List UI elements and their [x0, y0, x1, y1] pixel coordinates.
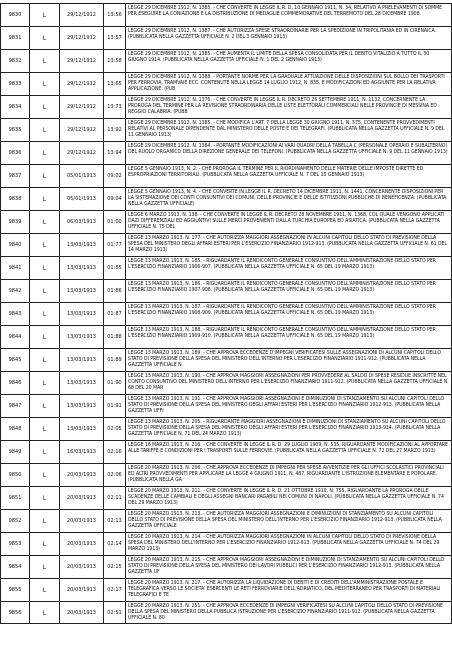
table-row	[0, 417, 452, 440]
record-type: L	[42, 241, 47, 249]
record-type: L	[42, 103, 47, 111]
record-date: 20/03/1913	[66, 587, 96, 593]
record-code-cell	[104, 27, 126, 49]
record-date: 20/03/1913	[66, 541, 96, 547]
record-code: 02:06	[107, 472, 122, 478]
record-date-cell	[60, 96, 104, 118]
record-description: LEGGE 29 DICEMBRE 1912, N. 1384. - PORTANTE MODIFICAZIONI AI VARI QUADRI DELLA TABELLA C (PERSONALE OPERAIO E SUBALTERNO) DEL RUOLO ORGANICO DELLA DIREZIONE GENERALE DEI TELEFONI. (PUBBLICATA NELLA GAZZETTA UFFICIALE N. 9 DEL 11 GENNAIO 1913)	[128, 143, 448, 155]
record-type-cell	[30, 533, 60, 555]
record-date-cell	[60, 27, 104, 49]
table-row	[0, 371, 452, 394]
record-number-cell	[0, 165, 30, 187]
record-number-cell	[0, 372, 30, 394]
record-date-cell	[60, 73, 104, 95]
record-type: L	[42, 11, 47, 19]
record-number: 9832	[8, 58, 22, 64]
record-code: 02:16	[107, 449, 122, 455]
record-description: LEGGE 13 MARZO 1913, N. 190. - CHE APPROVA MAGGIORI ASSEGNAZIONI PER PROVVEDERE AL SALDO DI SPESE RESIDUE INSCRITTE NEL CONTO CONSUNTIVO DEL MINISTERO DELL'INTERNO PER L'ESERCIZIO FINANZIARIO 1911-912. (PUBBLICATA NELLA GAZZETTA UFFICIALE N. 68 DEL 20 MAR	[128, 373, 449, 391]
record-number: 9837	[8, 173, 22, 179]
record-date-cell	[60, 211, 104, 233]
record-date-cell	[60, 487, 104, 509]
record-number: 9845	[8, 357, 22, 363]
record-date: 20/03/1913	[66, 518, 96, 524]
record-code-cell	[104, 556, 126, 578]
record-date-cell	[60, 418, 104, 440]
record-type: L	[42, 333, 47, 341]
record-number: 9841	[8, 265, 22, 271]
record-type: L	[42, 471, 47, 479]
record-number: 9838	[8, 196, 22, 202]
record-date-cell	[60, 510, 104, 532]
record-code: 01:89	[107, 357, 122, 363]
record-number-cell	[0, 602, 30, 623]
record-description: LEGGE 29 DICEMBRE 1912, N. 1385. - CHE MODIFICA L'ART. 7 DELLA LEGGE 30 GIUGNO 1911, N. 575, CONTENENTE PROVVEDIMENTI RELATIVI AL PERSONALE DIPENDENTE DAL MINISTERO DELLE POSTE E DEI TELEGRAFI. (PUBBLICATA NELLA GAZZETTA UFFICIALE N. 9 DEL 11 GENNAIO 1913)	[128, 120, 445, 138]
record-type: L	[42, 287, 47, 295]
record-number-cell	[0, 280, 30, 302]
record-code-cell	[104, 303, 126, 325]
record-date: 13/03/1913	[66, 380, 96, 386]
record-code: 01:90	[107, 380, 122, 386]
record-number-cell	[0, 303, 30, 325]
record-code-cell	[104, 50, 126, 72]
record-date-cell	[60, 556, 104, 578]
record-date: 13/03/1913	[66, 334, 96, 340]
record-type: L	[42, 563, 47, 571]
table-row	[0, 95, 452, 118]
record-number-cell	[0, 395, 30, 417]
record-code-cell	[104, 188, 126, 210]
record-number-cell	[0, 464, 30, 486]
record-number-cell	[0, 441, 30, 463]
table-row	[0, 49, 452, 72]
record-type: L	[42, 402, 47, 410]
record-date-cell	[60, 234, 104, 256]
record-description-cell	[126, 96, 452, 118]
record-description-cell	[126, 556, 452, 578]
record-description: LEGGE 20 MARZO 1913, N. 213. - CHE AUTORIZZA MAGGIORI ASSEGNAZIONI E DIMINUZIONI DI STANZIAMENTO SU ALCUNI CAPITOLI DELLO STATO DI PREVISIONE DELLA SPESA DEL MINISTERO DELL'INTERNO PER L'ESERCIZIO FINANZIARIO 1912-913. (PUBBLICATA NELLA GAZZETTA UFFICIALE	[128, 511, 442, 529]
table-row	[0, 532, 452, 555]
record-date-cell	[60, 349, 104, 371]
record-date: 20/03/1913	[66, 609, 96, 616]
record-code-cell	[104, 602, 126, 623]
record-code: 13:73	[107, 104, 122, 110]
record-code: 13:65	[107, 81, 122, 87]
record-type: L	[42, 517, 47, 525]
record-description-cell	[126, 372, 452, 394]
record-number-cell	[0, 533, 30, 555]
record-date-cell	[60, 602, 104, 623]
record-code-cell	[104, 533, 126, 555]
record-description: LEGGE 29 DICEMBRE 1912, N. 1385. - CHE AUMENTA IL LIMITE DELLA SPESA CONSOLIDATA PER IL DEBITO VITALIZIO A TUTTO IL 30 GIUGNO 1914. (PUBBLICATA NELLA GAZZETTA UFFICIALE N. 1 DEL 2 GENNAIO 1913)	[128, 51, 430, 63]
record-date: 13/03/1913	[66, 288, 96, 294]
record-number-cell	[0, 211, 30, 233]
record-date-cell	[60, 280, 104, 302]
record-date: 29/12/1912	[66, 58, 96, 64]
record-number-cell	[0, 234, 30, 256]
record-description: LEGGE 29 DICEMBRE 1912, N. 1387. - CHE AUTORIZZA SPESE STRAORDINARIE PER LA SPEDIZIONE IN TRIPOLITANIA ED IN CIRENAICA. (PUBBLICATA NELLA GAZZETTA UFFICIALE N. 2 DEL 3 GENNAIO 1913)	[128, 28, 437, 40]
record-description-cell	[126, 579, 452, 601]
record-description-cell	[126, 395, 452, 417]
record-date: 29/12/1912	[66, 12, 96, 18]
record-code-cell	[104, 510, 126, 532]
record-date: 29/12/1912	[66, 35, 96, 41]
record-date: 16/03/1913	[66, 449, 96, 455]
record-description-cell	[126, 234, 452, 256]
record-code: 13:58	[107, 58, 122, 64]
record-number-cell	[0, 579, 30, 601]
record-code-cell	[104, 464, 126, 486]
record-description-cell	[126, 349, 452, 371]
record-description-cell	[126, 119, 452, 141]
record-description: LEGGE 13 MARZO 1913, N. 187. - RIGUARDANTE IL RENDICONTO GENERALE CONSUNTIVO DELL'AMMINISTRAZIONE DELLO STATO PER L'ESERCIZIO FINANZIARIO 1908-909. (PUBBLICATA NELLA GAZZETTA UFFICIALE N. 65 DEL 19 MARZO 1913)	[128, 304, 436, 316]
record-code-cell	[104, 349, 126, 371]
record-description: LEGGE 20 MARZO 1913, N. 214. - CHE AUTORIZZA MAGGIORI ASSEGNAZIONI IN ALCUNI CAPITOLI DELLO STATO DI PREVISIONE DELLA SPESA DEL MINISTERO DELL'INTERNO PER L'ESERCIZIO FINANZIARIO 1912-913. (PUBBLICATA NELLA GAZZETTA UFFICIALE N. 74 DEL 29 MARZO 1913)	[128, 534, 440, 552]
record-code: 02:05	[107, 426, 122, 432]
record-description-cell	[126, 326, 452, 348]
table-row	[0, 394, 452, 417]
record-code: 13:57	[107, 35, 122, 41]
record-type-cell	[30, 211, 60, 233]
record-code: 02:11	[107, 495, 122, 501]
record-number-cell	[0, 4, 30, 26]
record-date: 13/03/1913	[66, 311, 96, 317]
record-type-cell	[30, 372, 60, 394]
record-type: L	[42, 310, 47, 318]
record-description: LEGGE 5 GENNAIO 1913, N. 4. - CHE CONVERTE IN LEGGE IL R. DECRETO 14 DICEMBRE 1911, N. 1441, CONCERNENTE DISPOSIZIONI PER LA SISTEMAZIONE DEI CONTI CONSUNTIVI DEI COMUNI, DELLE PROVINCIE E DELLE ISTITUZIONI PUBBLICHE DI BENEFICENZA. (PUBBLICATA NELLA GAZZETTA UFFICIALE)	[128, 189, 447, 207]
record-description-cell	[126, 50, 452, 72]
record-number: 9844	[8, 334, 22, 340]
record-type-cell	[30, 395, 60, 417]
record-number: 9834	[8, 104, 22, 110]
record-number: 9853	[8, 541, 22, 547]
table-row	[0, 555, 452, 578]
record-date-cell	[60, 395, 104, 417]
record-description-cell	[126, 418, 452, 440]
record-code: 01:00	[107, 219, 122, 225]
record-code: 01:87	[107, 311, 122, 317]
record-description: LEGGE 13 MARZO 1913, N. 188. - RIGUARDANTE IL RENDICONTO GENERALE CONSUNTIVO DELL'AMMINISTRAZIONE DELLO STATO PER L'ESERCIZIO FINANZIARIO 1909-910. (PUBBLICATA NELLA GAZZETTA UFFICIALE N. 65 DEL 19 MARZO 1913)	[128, 327, 436, 339]
record-code-cell	[104, 96, 126, 118]
record-code-cell	[104, 280, 126, 302]
record-type: L	[42, 586, 47, 594]
record-number-cell	[0, 510, 30, 532]
record-code: 02:51	[107, 609, 122, 616]
record-type-cell	[30, 280, 60, 302]
record-date: 13/03/1913	[66, 403, 96, 409]
record-description: LEGGE 6 MARZO 1913, N. 138. - CHE CONVERTE IN LEGGE IL R. DECRETO 28 NOVEMBRE 1911, N. 1368, COL QUALE VENGONO APPLICATI DAZI DIFFERENZIALI ED AGGIUNTIVI SULLE MERCI PROVENIENTI DALLA TURCHIA EUROPEA ED ASIATICA. (PUBBLICATA NELLA GAZZETTA UFFICIALE N. 75 DEL	[128, 212, 445, 230]
record-description-cell	[126, 441, 452, 463]
record-description-cell	[126, 257, 452, 279]
record-description: LEGGE 13 MARZO 1913, N. 186. - RIGUARDANTE IL RENDICONTO GENERALE CONSUNTIVO DELL'AMMINISTRAZIONE DELLO STATO PER L'ESERCIZIO FINANZIARIO 1907-908. (PUBBLICATA NELLA GAZZETTA UFFICIALE N. 65 DEL 19 MARZO 1913)	[128, 281, 436, 293]
record-type: L	[42, 172, 47, 180]
record-code: 09:04	[107, 196, 122, 202]
record-number: 9840	[8, 242, 22, 248]
record-description: LEGGE 29 DICEMBRE 1912, N. 1376. - CHE CONVERTE IN LEGGE IL R. DECRETO 26 SETTEMBRE 1911, N. 1132, CONCERNENTE LA PROROGA DEL TERMINE PER LA REVISIONE STRAORDINARIA DELLE LISTE ELETTORALI COMMERCIALI NELLE PROVINCIE DI MESSINA ED REGGIO CALABRIA. (PUBB	[128, 97, 437, 115]
record-date: 20/03/1913	[66, 564, 96, 570]
record-date-cell	[60, 50, 104, 72]
record-code: 02:13	[107, 518, 122, 524]
record-date-cell	[60, 464, 104, 486]
record-number-cell	[0, 556, 30, 578]
table-row	[0, 578, 452, 601]
record-description: LEGGE 13 MARZO 1913, N. 177. - CHE AUTORIZZA MAGGIORI ASSEGNAZIONI IN ALCUNI CAPITOLI DELLO STATO DI PREVISIONE DELLA SPESA DEL MINISTERO DEGLI AFFARI ESTERI PER L'ESERCIZIO FINANZIARIO 1912-913. (PUBBLICATA NELLA GAZZETTA UFFICIALE N. 61 DEL 14 MARZO 1913)	[128, 235, 447, 253]
record-number: 9843	[8, 311, 22, 317]
record-number-cell	[0, 257, 30, 279]
record-type-cell	[30, 326, 60, 348]
record-description: LEGGE 20 MARZO 1913, N. 206. - CHE APPROVA ECCEDENZE DI IMPEGNI PER SPESE AVVENTIZIE PER GLI UFFICI SCOLASTICI PROVINCIALI ED ALTRI PROVVEDIMENTI PER APPLICARE LA LEGGE 4 GIUGNO 1911, N. 487, RIGUARDANTE L'ISTRUZIONE ELEMENTARE E POPOLARE. (PUBBLICATA NELLA GA	[128, 465, 444, 483]
record-number: 9846	[8, 380, 22, 386]
record-code: 01:91	[107, 403, 122, 409]
record-description: LEGGE 13 MARZO 1913, N. 191. - CHE APPROVA MAGGIORI ASSEGNAZIONI E DIMINUZIONI DI STANZIAMENTO SU ALCUNI CAPITOLI DELLO STATO DI PREVISIONE DELLA SPESA DEL MINISTERO DEGLI AFFARI ESTERI PER L'ESERCIZIO FINANZIARIO 1912-913. (PUBBLICATA NELLA GAZZETTA UFFI	[128, 396, 445, 414]
record-code-cell	[104, 326, 126, 348]
record-description: LEGGE 20 MARZO 1913, N. 211. - CHE CONVERTE IN LEGGE IL R. D. 21 OTTOBRE 1910, N. 755, RIGUARDANTE LA PROROGA DELLE SCADENZE DELLE CAMBIALI E DEGLI ASSEGNI BANCARI PAGABILI NEI COMUNI DI NAPOLI. (PUBBLICATA NELLA GAZZETTA UFFICIALE N. 74 DEL 29 MARZO 1913)	[128, 488, 444, 506]
record-type-cell	[30, 579, 60, 601]
record-date: 06/03/1913	[66, 219, 96, 225]
table-row	[0, 486, 452, 509]
record-date: 29/12/1912	[66, 150, 96, 156]
record-code-cell	[104, 487, 126, 509]
record-code: 01:88	[107, 334, 122, 340]
record-code: 01:86	[107, 288, 122, 294]
record-code: 13:94	[107, 150, 122, 156]
table-row	[0, 279, 452, 302]
record-date-cell	[60, 372, 104, 394]
record-number-cell	[0, 50, 30, 72]
record-date: 20/03/1913	[66, 472, 96, 478]
record-code-cell	[104, 441, 126, 463]
record-type: L	[42, 80, 47, 88]
record-code-cell	[104, 73, 126, 95]
record-description-cell	[126, 510, 452, 532]
record-description-cell	[126, 487, 452, 509]
record-number: 9831	[8, 35, 22, 41]
record-description-cell	[126, 602, 452, 623]
record-description-cell	[126, 464, 452, 486]
record-date: 13/03/1913	[66, 357, 96, 363]
record-type: L	[42, 149, 47, 157]
record-type: L	[42, 195, 47, 203]
record-number: 9830	[8, 12, 22, 18]
record-number: 9855	[8, 587, 22, 593]
record-type: L	[42, 126, 47, 134]
record-number: 9839	[8, 219, 22, 225]
record-type-cell	[30, 441, 60, 463]
table-row	[0, 463, 452, 486]
table-row	[0, 601, 452, 624]
record-number-cell	[0, 418, 30, 440]
record-description-cell	[126, 4, 452, 26]
record-code-cell	[104, 395, 126, 417]
record-date: 29/12/1912	[66, 81, 96, 87]
record-type-cell	[30, 119, 60, 141]
record-date: 13/03/1913	[66, 426, 96, 432]
record-description-cell	[126, 142, 452, 164]
table-row	[0, 141, 452, 164]
table-row	[0, 256, 452, 279]
record-description-cell	[126, 280, 452, 302]
record-code-cell	[104, 257, 126, 279]
record-description: LEGGE 29 DICEMBRE 1912, N. 1385. - CHE CONVERTE IN LEGGE IL R. D. 10 GENNAIO 1911, N. 34, RELATIVO A PRELEVAMENTI DI SOMME PER ESEGUIRE LA CONIAZIONE E LA DISTRIBUZIONE DI MEDAGLIE COMMEMORATIVE DEL TERREMOTO DEL 28 DICEMBRE 1908.	[128, 5, 443, 17]
table-row	[0, 164, 452, 187]
record-type: L	[42, 608, 47, 617]
record-type: L	[42, 448, 47, 456]
record-number: 9851	[8, 495, 22, 501]
table-row	[0, 187, 452, 210]
record-date-cell	[60, 142, 104, 164]
record-code: 09:02	[107, 173, 122, 179]
record-date-cell	[60, 4, 104, 26]
record-type: L	[42, 57, 47, 65]
table-row	[0, 72, 452, 95]
record-code-cell	[104, 211, 126, 233]
record-number-cell	[0, 73, 30, 95]
record-type-cell	[30, 510, 60, 532]
record-number-cell	[0, 349, 30, 371]
record-code-cell	[104, 142, 126, 164]
record-date-cell	[60, 188, 104, 210]
record-type-cell	[30, 188, 60, 210]
record-description-cell	[126, 27, 452, 49]
table-row	[0, 509, 452, 532]
record-number-cell	[0, 188, 30, 210]
record-code: 13:92	[107, 127, 122, 133]
record-type: L	[42, 264, 47, 272]
record-type-cell	[30, 257, 60, 279]
table-row	[0, 440, 452, 463]
record-date-cell	[60, 533, 104, 555]
record-type-cell	[30, 27, 60, 49]
record-type: L	[42, 379, 47, 387]
record-type-cell	[30, 602, 60, 623]
table-row	[0, 233, 452, 256]
record-description: LEGGE 20 MARZO 1913, N. 215. - CHE APPROVA MAGGIORI ASSEGNAZIONI E DIMINUZIONI DI STANZIAMENTO SU ALCUNI CAPITOLI DELLO STATO DI PREVISIONE DELLA SPESA DEL MINISTERO DEI LAVORI PUBBLICI PER L'ESERCIZIO FINANZIARIO 1912-913. (PUBBLICATA NELLA GAZZETTA UF	[128, 557, 445, 575]
record-number: 9842	[8, 288, 22, 294]
record-description: LEGGE 20 MARZO 1913, N. 217. - CHE AUTORIZZA LA LIQUIDAZIONE DI DEBITI E DI CREDITI DELL'AMMINISTRAZIONE POSTALE E TELEGRAFICA VERSO LE SOCIETA' ESERCENTI LE RETI FERROVIARIE DELL'ADRIATICO, DEL MEDITERRANEO PER TRASPORTI DI MATERIALI TELEGRAFICI E TE	[128, 580, 441, 598]
record-code-cell	[104, 234, 126, 256]
record-type-cell	[30, 464, 60, 486]
record-number: 9833	[8, 81, 22, 87]
record-code-cell	[104, 165, 126, 187]
record-number: 9849	[8, 449, 22, 455]
record-date-cell	[60, 119, 104, 141]
record-type: L	[42, 356, 47, 364]
record-number-cell	[0, 326, 30, 348]
table-row	[0, 118, 452, 141]
record-number: 9852	[8, 518, 22, 524]
record-description-cell	[126, 303, 452, 325]
record-type: L	[42, 540, 47, 548]
record-number: 9850	[8, 472, 22, 478]
record-number-cell	[0, 96, 30, 118]
record-code-cell	[104, 418, 126, 440]
record-number: 9847	[8, 403, 22, 409]
record-description-cell	[126, 211, 452, 233]
record-type: L	[42, 34, 47, 42]
record-description: LEGGE 13 MARZO 1913, N. 185. - RIGUARDANTE IL RENDICONTO GENERALE CONSUNTIVO DELL'AMMINISTRAZIONE DELLO STATO PER L'ESERCIZIO FINANZIARIO 1906-907. (PUBBLICATA NELLA GAZZETTA UFFICIALE N. 65 DEL 19 MARZO 1913)	[128, 258, 436, 270]
record-date-cell	[60, 165, 104, 187]
record-date: 29/12/1912	[66, 104, 96, 110]
record-number: 9835	[8, 127, 22, 133]
record-date: 05/01/1913	[66, 173, 96, 179]
table-row	[0, 302, 452, 325]
record-description-cell	[126, 188, 452, 210]
record-code: 02:17	[107, 587, 122, 593]
record-date: 20/03/1913	[66, 495, 96, 501]
record-number-cell	[0, 142, 30, 164]
record-date: 13/03/1913	[66, 265, 96, 271]
record-number: 9836	[8, 150, 22, 156]
record-date: 13/03/1913	[66, 242, 96, 248]
record-code-cell	[104, 119, 126, 141]
record-type-cell	[30, 234, 60, 256]
table-row	[0, 325, 452, 348]
record-type-cell	[30, 4, 60, 26]
record-date-cell	[60, 441, 104, 463]
record-type: L	[42, 425, 47, 433]
record-description: LEGGE 16 MARZO 1913, N. 216. - CHE CONVERTE IN LEGGE IL R. D. 29 LUGLIO 1909, N. 535, RIGUARDANTE MODIFICAZIONI AL APPORTARE ALLE TARIFFE E CONDIZIONI PER I TRASPORTI SULLE FERROVIE. (PUBBLICATA NELLA GAZZETTA UFFICIALE N. 72 DEL 27 MARZO 1913)	[128, 442, 448, 454]
record-number-cell	[0, 27, 30, 49]
record-type-cell	[30, 418, 60, 440]
record-type: L	[42, 218, 47, 226]
record-code-cell	[104, 579, 126, 601]
record-description: LEGGE 5 GENNAIO 1913, N. 2. - CHE PROROGA IL TERMINE PER IL RIORDINAMENTO DELLE MATERIE DELLE IMPOSTE DIRETTE ED ESPROPRIAZIONI TERRITORIALI. (PUBBLICATA NELLA GAZZETTA UFFICIALE N. 7 DEL 10 GENNAIO 1913)	[128, 166, 424, 178]
record-type: L	[42, 494, 47, 502]
record-type-cell	[30, 142, 60, 164]
record-code-cell	[104, 372, 126, 394]
record-type-cell	[30, 349, 60, 371]
record-number: 9856	[8, 609, 22, 616]
record-description: LEGGE 20 MARZO 1913, N. 251. - CHE APPROVA ECCEDENZE DI IMPEGNI VERIFICATESI SU ALCUNI CAPITOLI DELLO STATO DI PREVISIONE DELLA SPESA DEL MINISTERO DELLA PUBBLICA ISTRUZIONE PER L'ESERCIZIO FINANZIARIO 1911-912. (PUBBLICATA NELLA GAZZETTA UFFICIALE N. 80	[128, 603, 443, 621]
record-description-cell	[126, 73, 452, 95]
record-date-cell	[60, 303, 104, 325]
record-number: 9854	[8, 564, 22, 570]
table-row	[0, 26, 452, 49]
record-date: 29/12/1912	[66, 127, 96, 133]
table-row	[0, 210, 452, 233]
record-type-cell	[30, 556, 60, 578]
record-type-cell	[30, 165, 60, 187]
record-type-cell	[30, 73, 60, 95]
record-date: 05/01/1913	[66, 196, 96, 202]
record-number-cell	[0, 487, 30, 509]
table-row	[0, 3, 452, 26]
record-description: LEGGE 13 MARZO 1913, N. 189. - CHE APPROVA ECCEDENZE D'IMPEGNI VERIFICATESI SULLE ASSEGNAZIONI DI ALCUNI CAPITOLI DELLO STATO DI PREVISIONE DELLA SPESA DEL MINISTERO DELL'INTERNO PER L'ESERCIZIO FINANZIARIO 1911-912. (PUBBLICATA NELLA GAZZETTA UFFICIALE N.	[128, 350, 441, 368]
record-number: 9848	[8, 426, 22, 432]
record-description-cell	[126, 165, 452, 187]
record-code: 13:56	[107, 12, 122, 18]
record-date-cell	[60, 257, 104, 279]
record-date-cell	[60, 326, 104, 348]
record-type-cell	[30, 50, 60, 72]
record-code-cell	[104, 4, 126, 26]
record-type-cell	[30, 487, 60, 509]
record-code: 01:85	[107, 265, 122, 271]
record-code: 02:15	[107, 564, 122, 570]
record-code: 02:14	[107, 541, 122, 547]
table-row	[0, 348, 452, 371]
record-type-cell	[30, 303, 60, 325]
record-description: LEGGE 29 DICEMBRE 1912, N. 1388. - PORTANTE NORME PER LA GRADUALE ATTUAZIONE DELLE DISPOSIZIONI SUL BOLLO DEI TRASPORTI PER FERROVIA, TRAMVAIE ECC. CONTENUTE NELLA LEGGE 14 LUGLIO 1912, N. 835, E MODIFICAZIONI ED AGGIUNTE PER LA RELATIVA APPLICAZIONE. (PUB	[128, 74, 445, 92]
record-number-cell	[0, 119, 30, 141]
record-date-cell	[60, 579, 104, 601]
record-description-cell	[126, 533, 452, 555]
record-code: 01:77	[107, 242, 122, 248]
record-type-cell	[30, 96, 60, 118]
record-description: LEGGE 13 MARZO 1913, N. 205. - RIGUARDANTE MAGGIORI ASSEGNAZIONI E DIMINUZIONI DI STANZIAMENTO SU ALCUNI CAPITOLI DELLO STATO DI PREVISIONE DELLA SPESA DEL MINISTERO DEGLI AFFARI ESTERI PER L'ESERCIZIO FINANZIARIO 1913-914. (PUBBLICATA NELLA GAZZETTA UFFICIALE N. 71 DEL 24 MARZO 1913)	[128, 419, 446, 437]
